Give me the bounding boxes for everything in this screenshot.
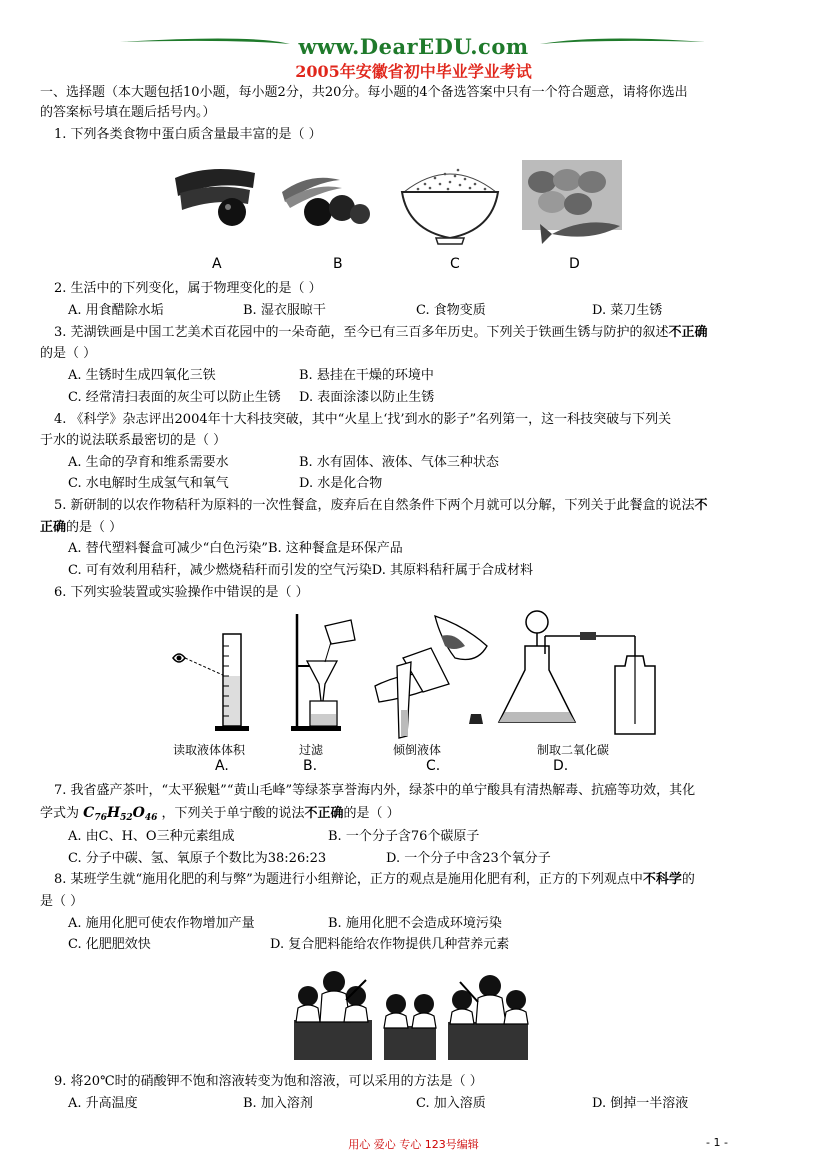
q3-stem: 3. 芜湖铁画是中国工艺美术百花园中的一朵奇葩，至今已有三百多年历史。下列关于铁画生锈与防护的叙述不正确 <box>54 325 708 340</box>
q3-option-b: B. 悬挂在干燥的环境中 <box>299 368 434 383</box>
q7-stem-cont: 学式为 $C_{76}H_{52}O_{46}$ ，下列关于单宁酸的说法不正确的是（ ） <box>40 805 400 823</box>
page-footer: 用心 爱心 专心 123号编辑 <box>348 1138 479 1151</box>
q8-stem: 8. 某班学生就“施用化肥的利与弊”为题进行小组辩论，正方的观点是施用化肥有利，正方的下列观点中不科学的 <box>54 872 695 887</box>
q7-formula: $C_{76}H_{52}O_{46}$ <box>83 805 158 823</box>
q9-option-b: B. 加入溶剂 <box>243 1096 313 1111</box>
q9-option-a: A. 升高温度 <box>68 1096 138 1111</box>
q6-apparatus-b-filtration <box>291 614 355 731</box>
q4-option-b: B. 水有固体、液体、气体三种状态 <box>299 455 499 470</box>
q4-option-d: D. 水是化合物 <box>299 476 383 491</box>
q1-label-d: D <box>569 256 580 272</box>
q7-stem: 7. 我省盛产茶叶，“太平猴魁”“黄山毛峰”等绿茶享誉海内外，绿茶中的单宁酸具有清热解毒、抗癌等功效，其化 <box>54 783 696 798</box>
q2-option-d: D. 菜刀生锈 <box>592 303 663 318</box>
q8-stem-cont: 是（ ） <box>40 894 84 909</box>
q2-stem: 2. 生活中的下列变化，属于物理变化的是（ ） <box>54 281 322 296</box>
q8-option-c: C. 化肥肥效快 <box>68 937 151 952</box>
section-heading: 一、选择题（本大题包括10小题，每小题2分，共20分。每小题的4个备选答案中只有一个符合题意，请将你选出 <box>40 85 688 100</box>
q1-label-b: B <box>333 256 343 272</box>
q9-option-c: C. 加入溶质 <box>416 1096 486 1111</box>
page-number: - 1 - <box>706 1136 728 1149</box>
exam-title: 2005年安徽省初中毕业学业考试 <box>295 62 532 81</box>
q7-option-b: B. 一个分子含76个碳原子 <box>328 829 480 844</box>
q5-stem: 5. 新研制的以农作物秸秆为原料的一次性餐盒，废弃后在自然条件下两个月就可以分解，下列关于此餐盒的说法不 <box>54 498 708 513</box>
section-heading-cont: 的答案标号填在题后括号内。） <box>40 105 216 120</box>
q4-stem: 4. 《科学》杂志评出2004年十大科技突破，其中“火星上‘找’到水的影子”名列第一，这一科技突破与下列关 <box>54 412 672 427</box>
q6-label-b: B. <box>303 758 318 774</box>
q6-caption-d: 制取二氧化碳 <box>537 743 610 757</box>
q4-option-a: A. 生命的孕育和维系需要水 <box>68 455 229 470</box>
q7-option-d: D. 一个分子中含23个氧分子 <box>386 851 551 866</box>
q6-lab-apparatus-figure <box>165 606 665 741</box>
q6-apparatus-c-pouring <box>375 616 487 738</box>
q5-option-cd: C. 可有效利用秸秆，减少燃烧秸秆而引发的空气污染D. 其原料秸秆属于合成材料 <box>68 563 533 578</box>
q1-label-a: A <box>212 256 222 272</box>
q5-option-ab: A. 替代塑料餐盒可减少“白色污染”B. 这种餐盒是环保产品 <box>68 541 403 556</box>
q8-option-a: A. 施用化肥可使农作物增加产量 <box>68 916 255 931</box>
q8-option-d: D. 复合肥料能给农作物提供几种营养元素 <box>270 937 510 952</box>
q7-option-a: A. 由C、H、O三种元素组成 <box>68 829 235 844</box>
q6-label-a: A. <box>215 758 229 774</box>
q2-option-c: C. 食物变质 <box>416 303 486 318</box>
q5-stem-cont: 正确的是（ ） <box>40 520 123 535</box>
q8-debate-illustration <box>294 960 530 1064</box>
q8-option-b: B. 施用化肥不会造成环境污染 <box>328 916 502 931</box>
q1-image-c-rice-bowl <box>400 162 500 247</box>
q6-caption-a: 读取液体体积 <box>173 743 246 757</box>
q6-apparatus-d-co2 <box>499 611 655 734</box>
q9-option-d: D. 倒掉一半溶液 <box>592 1096 689 1111</box>
q3-stem-cont: 的是（ ） <box>40 346 97 361</box>
q2-option-a: A. 用食醋除水垢 <box>68 303 164 318</box>
q6-apparatus-a-cylinder <box>173 634 249 731</box>
q4-stem-cont: 于水的说法联系最密切的是（ ） <box>40 433 227 448</box>
q1-stem: 1. 下列各类食物中蛋白质含量最丰富的是（ ） <box>54 127 322 142</box>
site-brand: www.DearEDU.com <box>298 34 529 59</box>
q4-option-c: C. 水电解时生成氢气和氧气 <box>68 476 229 491</box>
q6-caption-c: 倾倒液体 <box>393 743 442 757</box>
q2-option-b: B. 湿衣服晾干 <box>243 303 326 318</box>
q1-image-a-cucumber-tomato <box>170 158 260 228</box>
q6-stem: 6. 下列实验装置或实验操作中错误的是（ ） <box>54 585 309 600</box>
q3-option-d: D. 表面涂漆以防止生锈 <box>299 390 435 405</box>
q6-caption-b: 过滤 <box>299 743 324 757</box>
q9-stem: 9. 将20℃时的硝酸钾不饱和溶液转变为饱和溶液，可以采用的方法是（ ） <box>54 1074 483 1089</box>
q6-label-d: D. <box>553 758 569 774</box>
q3-option-c: C. 经常清扫表面的灰尘可以防止生锈 <box>68 390 281 405</box>
q7-option-c: C. 分子中碳、氢、氧原子个数比为38:26:23 <box>68 851 327 866</box>
q6-label-c: C. <box>426 758 441 774</box>
q1-label-c: C <box>450 256 460 272</box>
q1-image-b-fruits <box>280 162 370 232</box>
q3-option-a: A. 生锈时生成四氧化三铁 <box>68 368 216 383</box>
q1-image-d-eggs-fish <box>522 160 622 245</box>
